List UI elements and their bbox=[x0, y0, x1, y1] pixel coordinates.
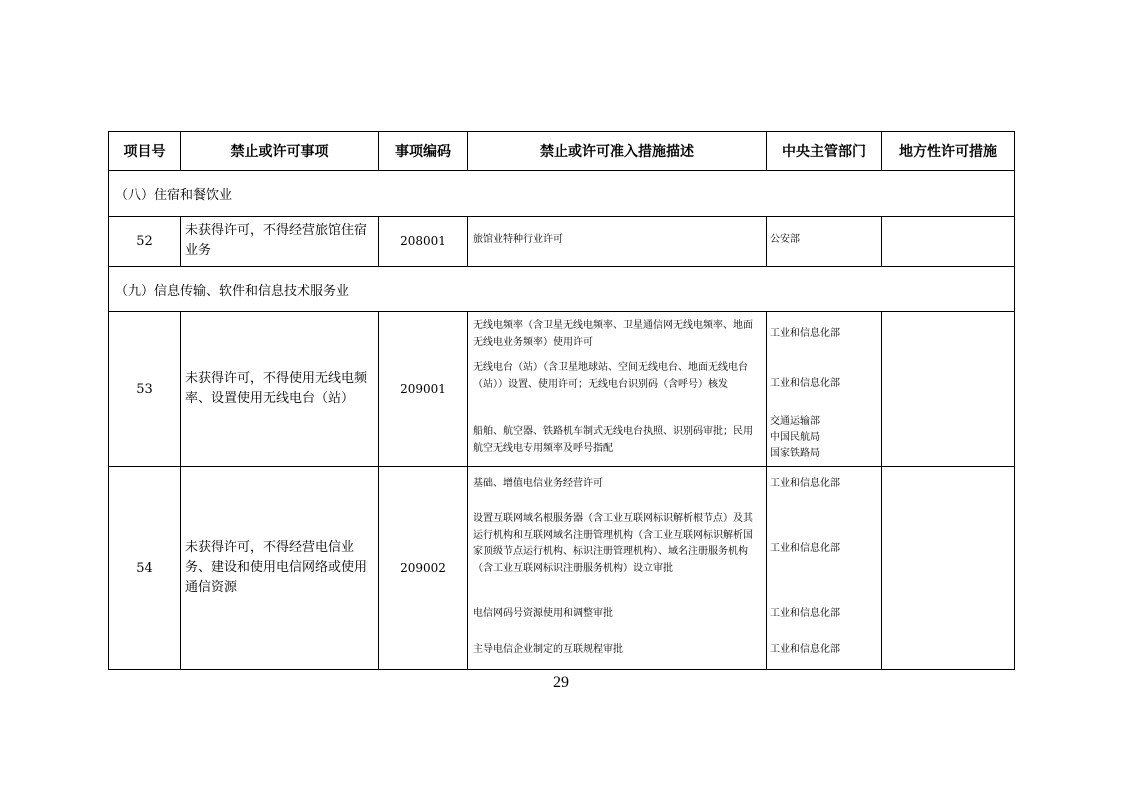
item-dept-cell bbox=[767, 467, 882, 670]
item-code: 209001 bbox=[379, 312, 468, 467]
section-row bbox=[109, 266, 1015, 311]
local-measure-cell bbox=[882, 467, 1015, 670]
description-text: 基础、增值电信业务经营许可 bbox=[473, 478, 603, 490]
item-text: 未获得许可，不得使用无线电频率、设置使用无线电台（站） bbox=[181, 312, 379, 467]
local-measure-cell bbox=[882, 312, 1015, 467]
dept-text: 工业和信息化部 bbox=[770, 478, 840, 490]
table-row bbox=[109, 216, 1015, 266]
header-central-dept: 中央主管部门 bbox=[767, 132, 882, 171]
description-text: 主导电信企业制定的互联规程审批 bbox=[473, 644, 623, 656]
dept-text: 交通运输部 bbox=[770, 416, 820, 428]
item-code: 208001 bbox=[379, 216, 468, 266]
dept-text: 工业和信息化部 bbox=[770, 644, 840, 656]
dept-text: 国家铁路局 bbox=[770, 448, 820, 460]
header-item: 禁止或许可事项 bbox=[181, 132, 379, 171]
description-text: 设置互联网域名根服务器（含工业互联网标识解析根节点）及其运行机构和互联网域名注册管理机构（含工业互联网标识解析国家顶级节点运行机构、标识注册管理机构）、域名注册服务机构（含工业互联网标识注册服务机构）设立审批 bbox=[473, 513, 753, 574]
section-title: （八）住宿和餐饮业 bbox=[109, 171, 1015, 216]
dept-text: 工业和信息化部 bbox=[770, 543, 840, 555]
description-text: 电信网码号资源使用和调整审批 bbox=[473, 608, 613, 620]
page-number: 29 bbox=[553, 674, 569, 691]
dept-text: 工业和信息化部 bbox=[770, 608, 840, 620]
description-text: 无线电台（站）（含卫星地球站、空间无线电台、地面无线电台（站））设置、使用许可；无线电台识别码（含呼号）核发 bbox=[473, 362, 748, 390]
item-dept-cell bbox=[767, 216, 882, 266]
license-table bbox=[108, 131, 1015, 670]
description-text: 船舶、航空器、铁路机车制式无线电台执照、识别码审批；民用航空无线电专用频率及呼号指配 bbox=[473, 426, 753, 454]
dept-text: 中国民航局 bbox=[770, 432, 820, 444]
header-description: 禁止或许可准入措施描述 bbox=[468, 132, 767, 171]
item-number: 53 bbox=[109, 312, 181, 467]
item-number: 52 bbox=[109, 216, 181, 266]
item-description-cell bbox=[468, 312, 767, 467]
dept-text: 公安部 bbox=[770, 233, 800, 245]
header-local-measures: 地方性许可措施 bbox=[882, 132, 1015, 171]
item-description-cell bbox=[468, 216, 767, 266]
dept-text: 工业和信息化部 bbox=[770, 378, 840, 390]
section-row bbox=[109, 171, 1015, 216]
table-row bbox=[109, 467, 1015, 670]
table-row bbox=[109, 312, 1015, 467]
item-text: 未获得许可，不得经营电信业务、建设和使用电信网络或使用通信资源 bbox=[181, 467, 379, 670]
table-header-row bbox=[109, 132, 1015, 171]
local-measure-cell bbox=[882, 216, 1015, 266]
section-title: （九）信息传输、软件和信息技术服务业 bbox=[109, 266, 1015, 311]
item-number: 54 bbox=[109, 467, 181, 670]
dept-text: 工业和信息化部 bbox=[770, 328, 840, 340]
item-text: 未获得许可，不得经营旅馆住宿业务 bbox=[181, 216, 379, 266]
item-code: 209002 bbox=[379, 467, 468, 670]
description-text: 无线电频率（含卫星无线电频率、卫星通信网无线电频率、地面无线电业务频率）使用许可 bbox=[473, 320, 753, 348]
header-code: 事项编码 bbox=[379, 132, 468, 171]
description-text: 旅馆业特种行业许可 bbox=[473, 233, 563, 245]
item-dept-cell bbox=[767, 312, 882, 467]
header-item-number: 项目号 bbox=[109, 132, 181, 171]
item-description-cell bbox=[468, 467, 767, 670]
